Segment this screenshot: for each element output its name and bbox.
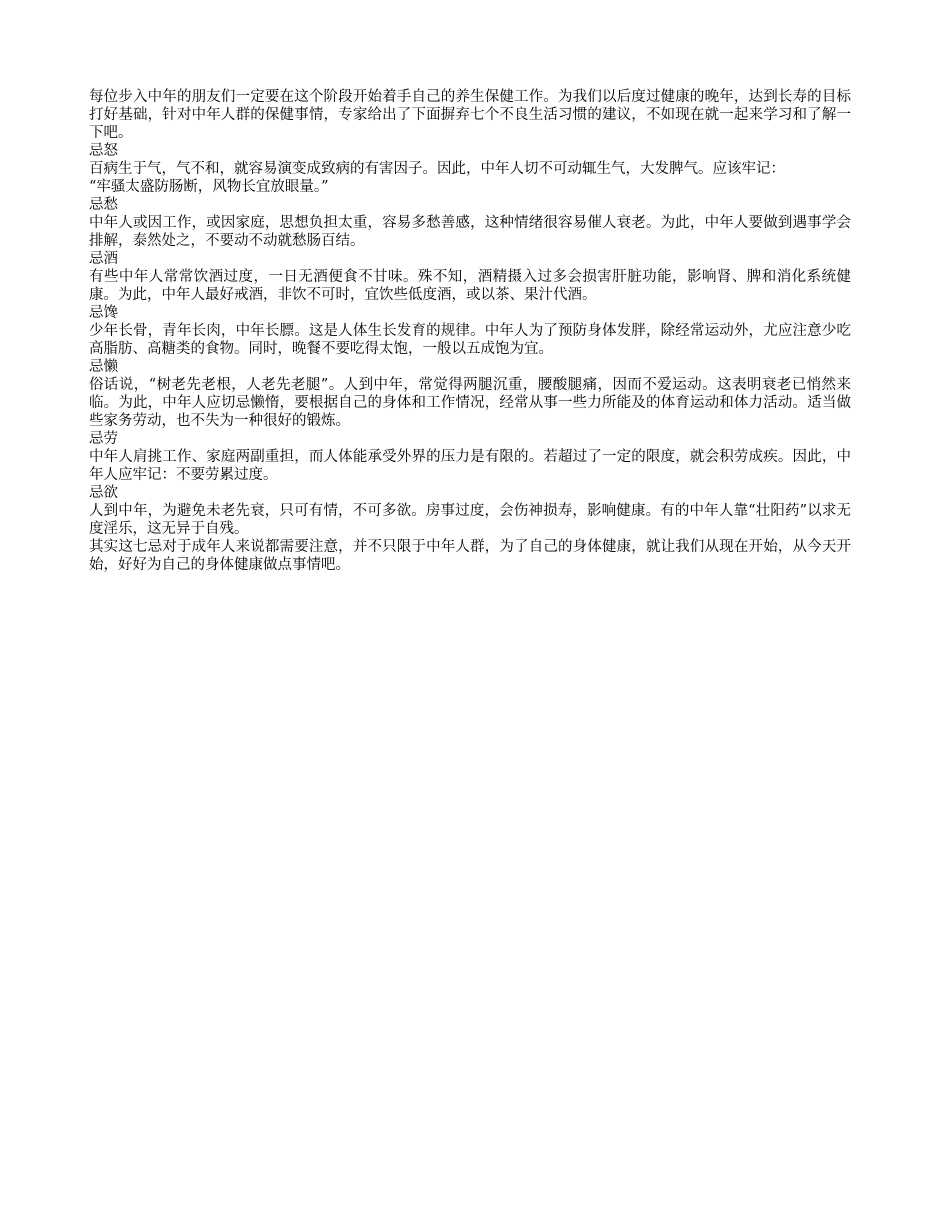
section-alcohol: [89, 250, 851, 304]
section-worry: [89, 196, 851, 250]
section-paragraph: 少年长骨，青年长肉，中年长膘。这是人体生长发育的规律。中年人为了预防身体发胖，除经常运动外，尤应注意少吃高脂肪、高糖类的食物。同时，晚餐不要吃得太饱，一般以五成饱为宜。: [89, 323, 851, 357]
intro-paragraph: 每位步入中年的朋友们一定要在这个阶段开始着手自己的养生保健工作。为我们以后度过健康的晚年，达到长寿的目标打好基础，针对中年人群的保健事情，专家给出了下面摒弃七个不良生活习惯的建议，不如现在就一起来学习和了解一下吧。: [89, 89, 851, 141]
section-quote: “牢骚太盛防肠断，风物长宜放眼量。”: [89, 179, 329, 195]
section-heading: 忌愁: [89, 197, 118, 213]
section-paragraph: 中年人或因工作，或因家庭，思想负担太重，容易多愁善感，这种情绪很容易催人衰老。为此，中年人要做到遇事学会排解，泰然处之，不要动不动就愁肠百结。: [89, 215, 851, 249]
document-body: [89, 88, 851, 574]
section-anger: [89, 142, 851, 196]
section-overwork: [89, 430, 851, 484]
section-heading: 忌劳: [89, 431, 118, 447]
section-paragraph: 俗话说，“树老先老根，人老先老腿”。人到中年，常觉得两腿沉重，腰酸腿痛，因而不爱运动。这表明衰老已悄然来临。为此，中年人应切忌懒惰，要根据自己的身体和工作情况，经常从事一些力所能及的体育运动和体力活动。适当做些家务劳动，也不失为一种很好的锻炼。: [89, 377, 851, 429]
section-paragraph: 有些中年人常常饮酒过度，一日无酒便食不甘味。殊不知，酒精摄入过多会损害肝脏功能，影响肾、脾和消化系统健康。为此，中年人最好戒酒，非饮不可时，宜饮些低度酒，或以茶、果汁代酒。: [89, 269, 851, 303]
section-gluttony: [89, 304, 851, 358]
section-heading: 忌怒: [89, 143, 118, 159]
conclusion-paragraph: 其实这七忌对于成年人来说都需要注意，并不只限于中年人群，为了自己的身体健康，就让我们从现在开始，从今天开始，好好为自己的身体健康做点事情吧。: [89, 539, 851, 573]
section-paragraph: 人到中年，为避免未老先衰，只可有情，不可多欲。房事过度，会伤神损寿，影响健康。有的中年人靠“壮阳药”以求无度淫乐，这无异于自残。: [89, 503, 851, 537]
section-paragraph: 中年人肩挑工作、家庭两副重担，而人体能承受外界的压力是有限的。若超过了一定的限度，就会积劳成疾。因此，中年人应牢记：不要劳累过度。: [89, 449, 851, 483]
section-laziness: [89, 358, 851, 430]
section-heading: 忌酒: [89, 251, 118, 267]
section-heading: 忌馋: [89, 305, 118, 321]
section-desire: [89, 484, 851, 538]
section-paragraph: 百病生于气，气不和，就容易演变成致病的有害因子。因此，中年人切不可动辄生气，大发脾气。应该牢记：: [89, 161, 785, 177]
section-heading: 忌懒: [89, 359, 118, 375]
section-heading: 忌欲: [89, 485, 118, 501]
